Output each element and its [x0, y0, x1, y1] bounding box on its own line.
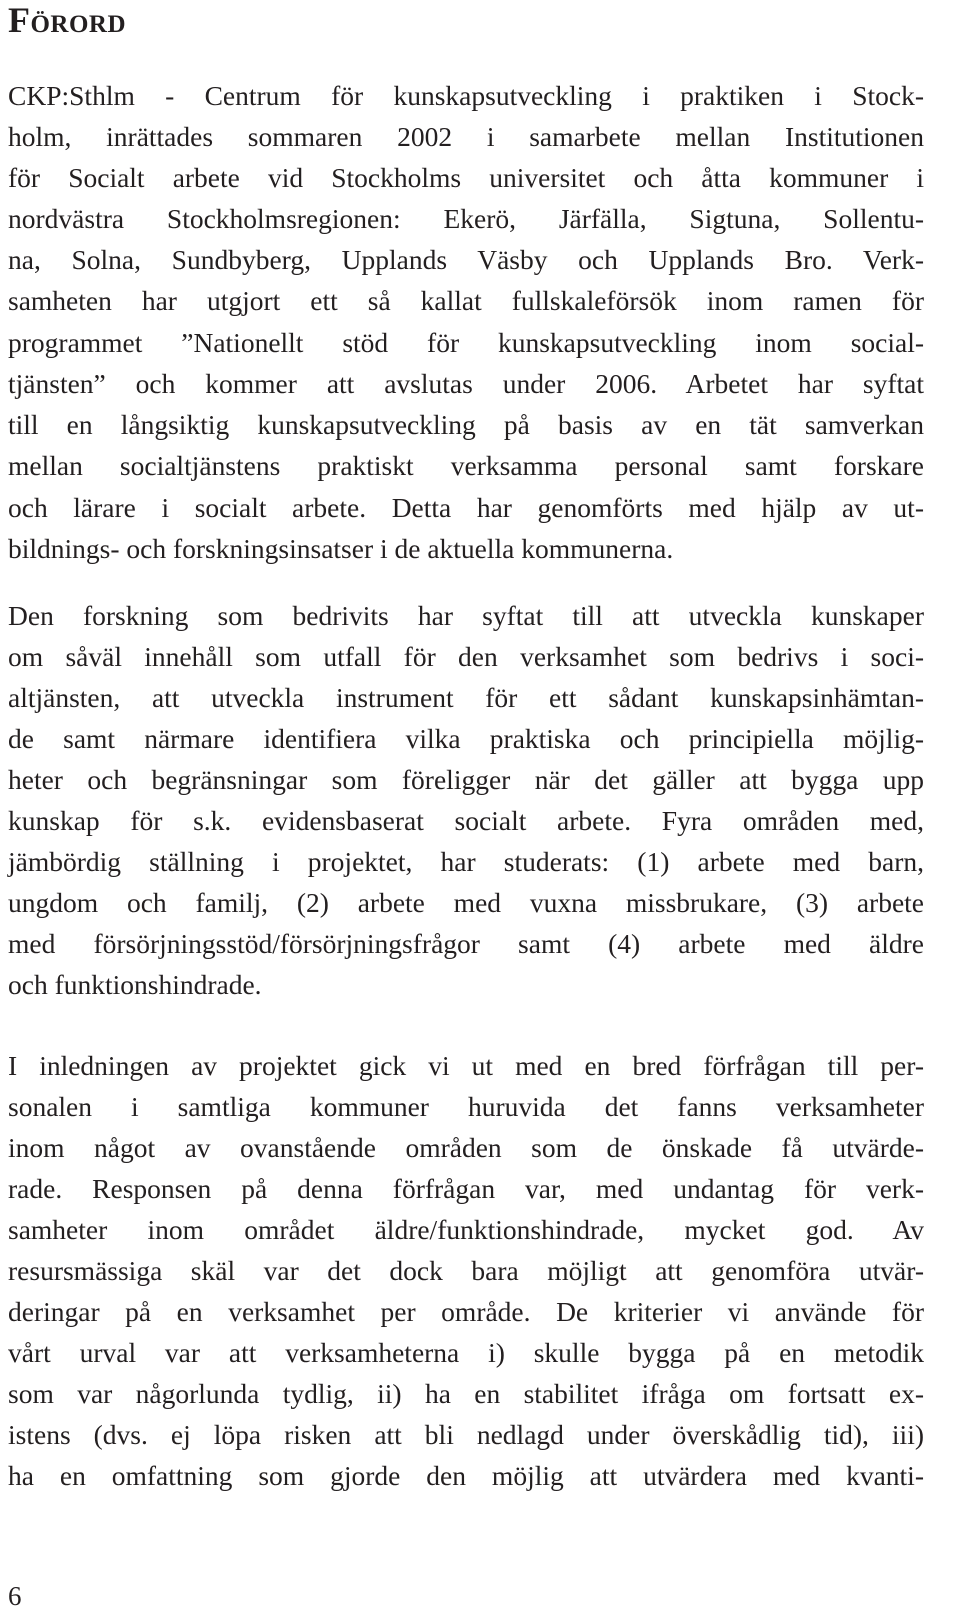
section-title: Förord	[8, 0, 127, 40]
text-line: sonalen i samtliga kommuner huruvida det fanns verksamheter	[8, 1091, 924, 1122]
text-line: samheten har utgjort ett så kallat fullskaleförsök inom ramen för	[8, 285, 924, 316]
text-line: för Socialt arbete vid Stockholms universitet och åtta kommuner i	[8, 162, 924, 193]
text-line: med försörjningsstöd/försörjningsfrågor samt (4) arbete med äldre	[8, 928, 924, 959]
text-line: jämbördig ställning i projektet, har studerats: (1) arbete med barn,	[8, 846, 924, 877]
text-line: rade. Responsen på denna förfrågan var, med undantag för verk-	[8, 1173, 924, 1204]
text-line: altjänsten, att utveckla instrument för ett sådant kunskapsinhämtan-	[8, 682, 924, 713]
text-line: na, Solna, Sundbyberg, Upplands Väsby och Upplands Bro. Verk-	[8, 244, 924, 275]
text-line: mellan socialtjänstens praktiskt verksamma personal samt forskare	[8, 450, 924, 481]
page-number: 6	[8, 1581, 22, 1611]
text-line: heter och begränsningar som föreligger när det gäller att bygga upp	[8, 764, 924, 795]
text-line: resursmässiga skäl var det dock bara möjligt att genomföra utvär-	[8, 1255, 924, 1286]
text-line: tjänsten” och kommer att avslutas under 2006. Arbetet har syftat	[8, 368, 924, 399]
text-line: Den forskning som bedrivits har syftat till att utveckla kunskaper	[8, 600, 924, 631]
text-line: nordvästra Stockholmsregionen: Ekerö, Järfälla, Sigtuna, Sollentu-	[8, 203, 924, 234]
text-line: istens (dvs. ej löpa risken att bli nedlagd under överskådlig tid), iii)	[8, 1419, 924, 1450]
text-line: som var någorlunda tydlig, ii) ha en stabilitet ifråga om fortsatt ex-	[8, 1378, 924, 1409]
text-line: ungdom och familj, (2) arbete med vuxna missbrukare, (3) arbete	[8, 887, 924, 918]
text-line: och lärare i socialt arbete. Detta har genomförts med hjälp av ut-	[8, 492, 924, 523]
text-line: programmet ”Nationellt stöd för kunskapsutveckling inom social-	[8, 327, 924, 358]
text-line: bildnings- och forskningsinsatser i de aktuella kommunerna.	[8, 533, 674, 564]
text-line: samheter inom området äldre/funktionshindrade, mycket god. Av	[8, 1214, 924, 1245]
text-line: kunskap för s.k. evidensbaserat socialt arbete. Fyra områden med,	[8, 805, 924, 836]
text-line: de samt närmare identifiera vilka praktiska och principiella möjlig-	[8, 723, 924, 754]
text-line: deringar på en verksamhet per område. De kriterier vi använde för	[8, 1296, 924, 1327]
text-line: inom något av ovanstående områden som de önskade få utvärde-	[8, 1132, 924, 1163]
text-line: I inledningen av projektet gick vi ut med en bred förfrågan till per-	[8, 1050, 924, 1081]
text-line: och funktionshindrade.	[8, 969, 262, 1000]
text-line: vårt urval var att verksamheterna i) skulle bygga på en metodik	[8, 1337, 924, 1368]
text-line: ha en omfattning som gjorde den möjlig att utvärdera med kvanti-	[8, 1460, 924, 1491]
text-line: CKP:Sthlm - Centrum för kunskapsutveckling i praktiken i Stock-	[8, 80, 924, 111]
text-line: om såväl innehåll som utfall för den verksamhet som bedrivs i soci-	[8, 641, 924, 672]
text-line: till en långsiktig kunskapsutveckling på basis av en tät samverkan	[8, 409, 924, 440]
text-line: holm, inrättades sommaren 2002 i samarbete mellan Institutionen	[8, 121, 924, 152]
